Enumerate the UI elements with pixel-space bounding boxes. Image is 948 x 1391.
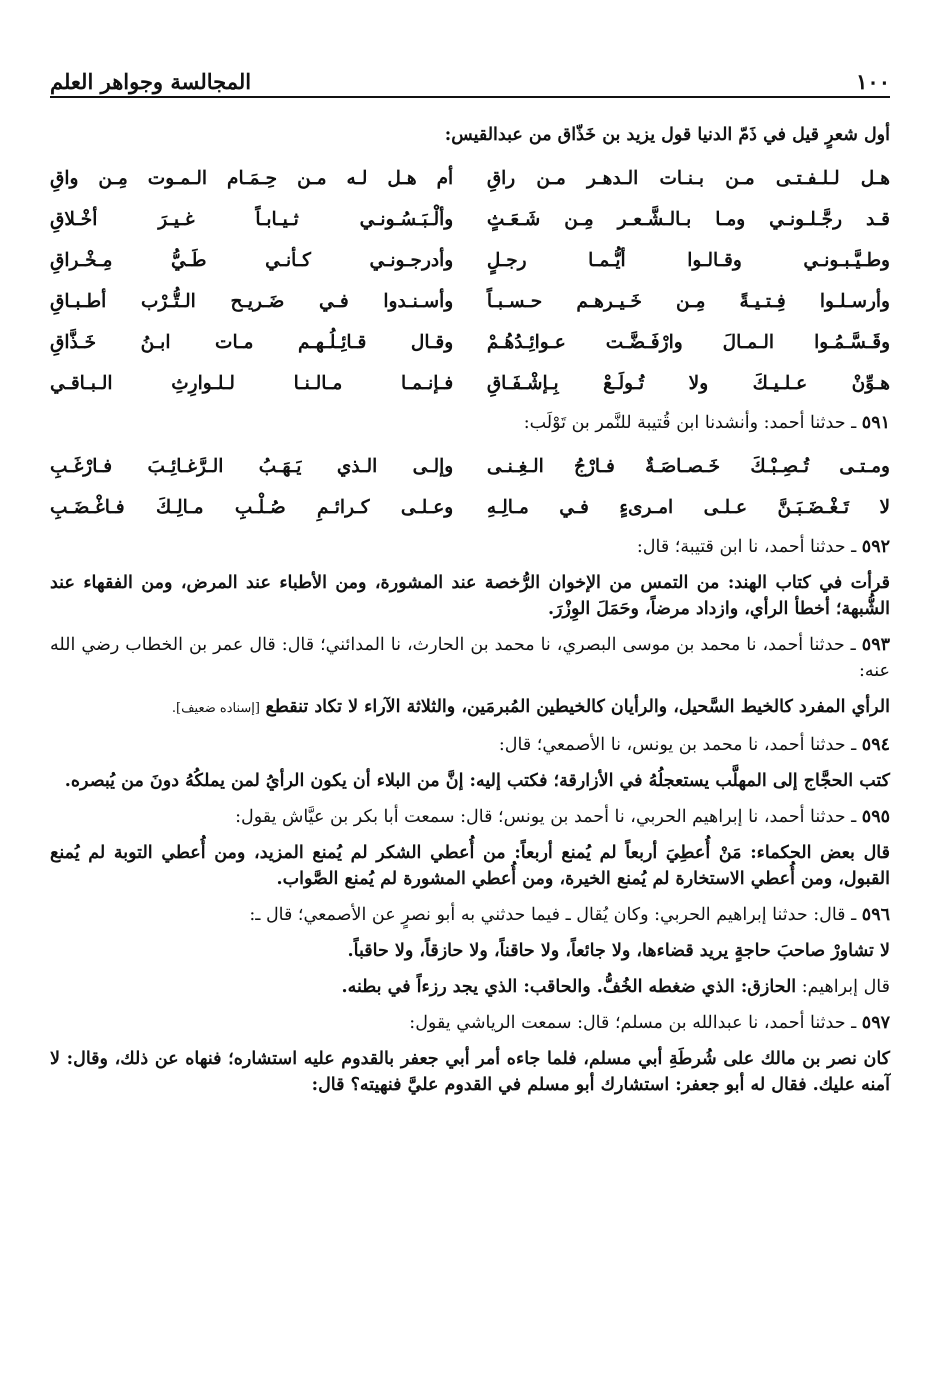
poem-namir [50, 446, 890, 528]
text-593 [50, 694, 890, 722]
text-593-body: الرأي المفرد كالخيط السَّحيل، والرأيان كالخيطين المُبرمَين، والثلاثة الآراء لا تكاد تنقطع [265, 697, 890, 717]
text-594: كتب الحجَّاج إلى المهلَّب يستعجلُهُ في الأزارقة؛ فكتب إليه: إنَّ من البلاء أن يكون الرأيُ لمن يملكُهُ دونَ من يُبصره. [64, 771, 890, 791]
text-596-a: لا تشاورْ صاحبَ حاجةٍ يريد قضاءها، ولا جائعاً، ولا حاقناً، ولا حازقاً، ولا حاقباً. [347, 941, 890, 961]
narration-595 [50, 804, 890, 830]
item-number: ٥٩٢ [861, 537, 890, 557]
verse-line [50, 446, 890, 487]
hemistich-first: هـل لـلـفـتـى مـن بـنـات الـدهـر مـن راقِ [486, 167, 890, 189]
item-number: ٥٩٤ [861, 735, 890, 755]
hemistich-first: وطـيَّـبـونـي وقـالـوا أيُّـمـا رجـلٍ [486, 249, 890, 271]
item-number: ٥٩٦ [861, 905, 890, 925]
text-592: قرأت في كتاب الهند: من التمس من الإخوان الرُّخصة عند المشورة، ومن الأطباء عند المرض، ومن الفقهاء عند الشُّبهة؛ أخطأ الرأي، وازداد مرضاً، وحَمَلَ الوِزْرَ. [50, 573, 890, 619]
isnad-note: [إسناده ضعيف]. [171, 701, 260, 716]
narration-text: ـ حدثنا أحمد: وأنشدنا ابن قُتيبة للنَّمر بن تَوْلَب: [523, 413, 862, 433]
text-596-lead: قال إبراهيم: [796, 977, 890, 997]
narration-text: ـ قال: حدثنا إبراهيم الحربي: وكان يُقال ـ فيما حدثني به أبو نصرٍ عن الأصمعي؛ قال ـ: [249, 905, 862, 925]
text-595: قال بعض الحكماء: مَنْ أُعطِيَ أربعاً لم يُمنع أربعاً: من أُعطي الشكر لم يُمنع المزيد، ومن أُعطي التوبة لم يُمنع القبول، ومن أُعطي الاستخارة لم يُمنع الخيرة، ومن أُعطي المشورة لم يُمنع الصَّواب. [50, 843, 890, 889]
book-title: المجالسة وجواهر العلم [50, 69, 252, 94]
item-number: ٥٩٧ [861, 1013, 890, 1033]
text-596-body: الحازق: الذي ضغطه الخُفُّ. والحاقب: الذي يجد رزءاً في بطنه. [341, 977, 797, 997]
verse-line [50, 322, 890, 363]
narration-text: ـ حدثنا أحمد، نا ابن قتيبة؛ قال: [636, 537, 862, 557]
item-number: ٥٩٣ [861, 635, 890, 655]
hemistich-second: فـإنـمـا مـالـنـا لـلـوارِثِ الـبـاقـي [50, 372, 454, 394]
narration-text: ـ حدثنا أحمد، نا إبراهيم الحربي، نا أحمد بن يونس؛ قال: سمعت أبا بكر بن عيَّاش يقول: [235, 807, 862, 827]
narration-text: ـ حدثنا أحمد، نا محمد بن موسى البصري، نا محمد بن الحارث، نا المدائني؛ قال: قال عمر بن الخطاب رضي الله عنه: [50, 635, 890, 681]
verse-line [50, 281, 890, 322]
verse-line [50, 363, 890, 404]
narration-text: ـ حدثنا أحمد، نا محمد بن يونس، نا الأصمعي؛ قال: [498, 735, 862, 755]
verse-line [50, 487, 890, 528]
hemistich-first: هـوِّنْ عـلـيـكَ ولا تُـولَـعْ بِـإشْـفَـاقِ [486, 372, 890, 394]
narration-593 [50, 632, 890, 684]
verse-line [50, 240, 890, 281]
verse-line [50, 199, 890, 240]
text-597: كان نصر بن مالك على شُرطَةِ أبي مسلم، فلما جاءه أمر أبي جعفر بالقدوم عليه استشاره؛ فنهاه عن ذلك، وقال: لا آمنه عليك. فقال له أبو جعفر: استشارك أبو مسلم في القدوم عليَّ فنهيته؟ قال: [50, 1049, 890, 1095]
narration-text: ـ حدثنا أحمد، نا عبدالله بن مسلم؛ قال: سمعت الرياشي يقول: [409, 1013, 862, 1033]
narration-597 [50, 1010, 890, 1036]
verse-line [50, 158, 890, 199]
hemistich-second: وإلـى الـذي يَـهَـبُ الـرَّغـائِـبَ فـارْغَـبِ [50, 455, 454, 477]
narration-596 [50, 902, 890, 928]
hemistich-second: وأدرجـونـي كـأنـي طَـيُّ مِـخْـراقِ [50, 249, 454, 271]
item-number: ٥٩١ [861, 413, 890, 433]
poem-yazid [50, 158, 890, 404]
hemistich-second: وعـلـى كـرائـمِ صُـلْـبِ مـالِـكَ فـاغْـضَـبِ [50, 496, 454, 518]
narration-591 [50, 410, 890, 436]
intro-line: أول شعرٍ قيل في ذَمّ الدنيا قول يزيد بن خَذّاق من عبدالقيس: [444, 125, 890, 145]
item-number: ٥٩٥ [861, 807, 890, 827]
page-number: ١٠٠ [856, 69, 890, 94]
hemistich-second: أم هـل لـه مـن حِـمَـام الـمـوت مِـن واقِ [50, 167, 454, 189]
narration-592 [50, 534, 890, 560]
page-content [50, 122, 890, 1108]
hemistich-first: قـد رجَّـلـونـي ومـا بـالـشَّـعـر مِـن شَـعَـثٍ [486, 208, 890, 230]
hemistich-first: وأرسـلـوا فِـتـيـةً مِـن خَـيـرهـم حـسـبـاً [486, 290, 890, 312]
hemistich-second: وقـال قـائِـلُـهـم مـات ابـنُ خَـذَّاقِ [50, 331, 454, 353]
narration-594 [50, 732, 890, 758]
hemistich-first: لا تَـغْـضَـبَـنَّ عـلـى امـرىءٍ فـي مـالِـهِ [486, 496, 890, 518]
hemistich-first: ومـتـى تُـصِـبْـكَ خَـصـاصَـةٌ فـارْجُ الـغِـنـى [486, 455, 890, 477]
hemistich-second: وأسـنـدوا فـي ضَـريـح الـتُّـرْب أطـبـاقِ [50, 290, 454, 312]
text-596-b [50, 974, 890, 1000]
hemistich-first: وقَـسَّـمُـوا الـمـالَ وارْفَـضَّـت عـوائِـدُهُـمْ [486, 331, 890, 353]
hemistich-second: وألْـبَـسُـونـي ثـيـابـاً غـيـرَ أخْـلاقِ [50, 208, 454, 230]
page-header [50, 58, 890, 98]
